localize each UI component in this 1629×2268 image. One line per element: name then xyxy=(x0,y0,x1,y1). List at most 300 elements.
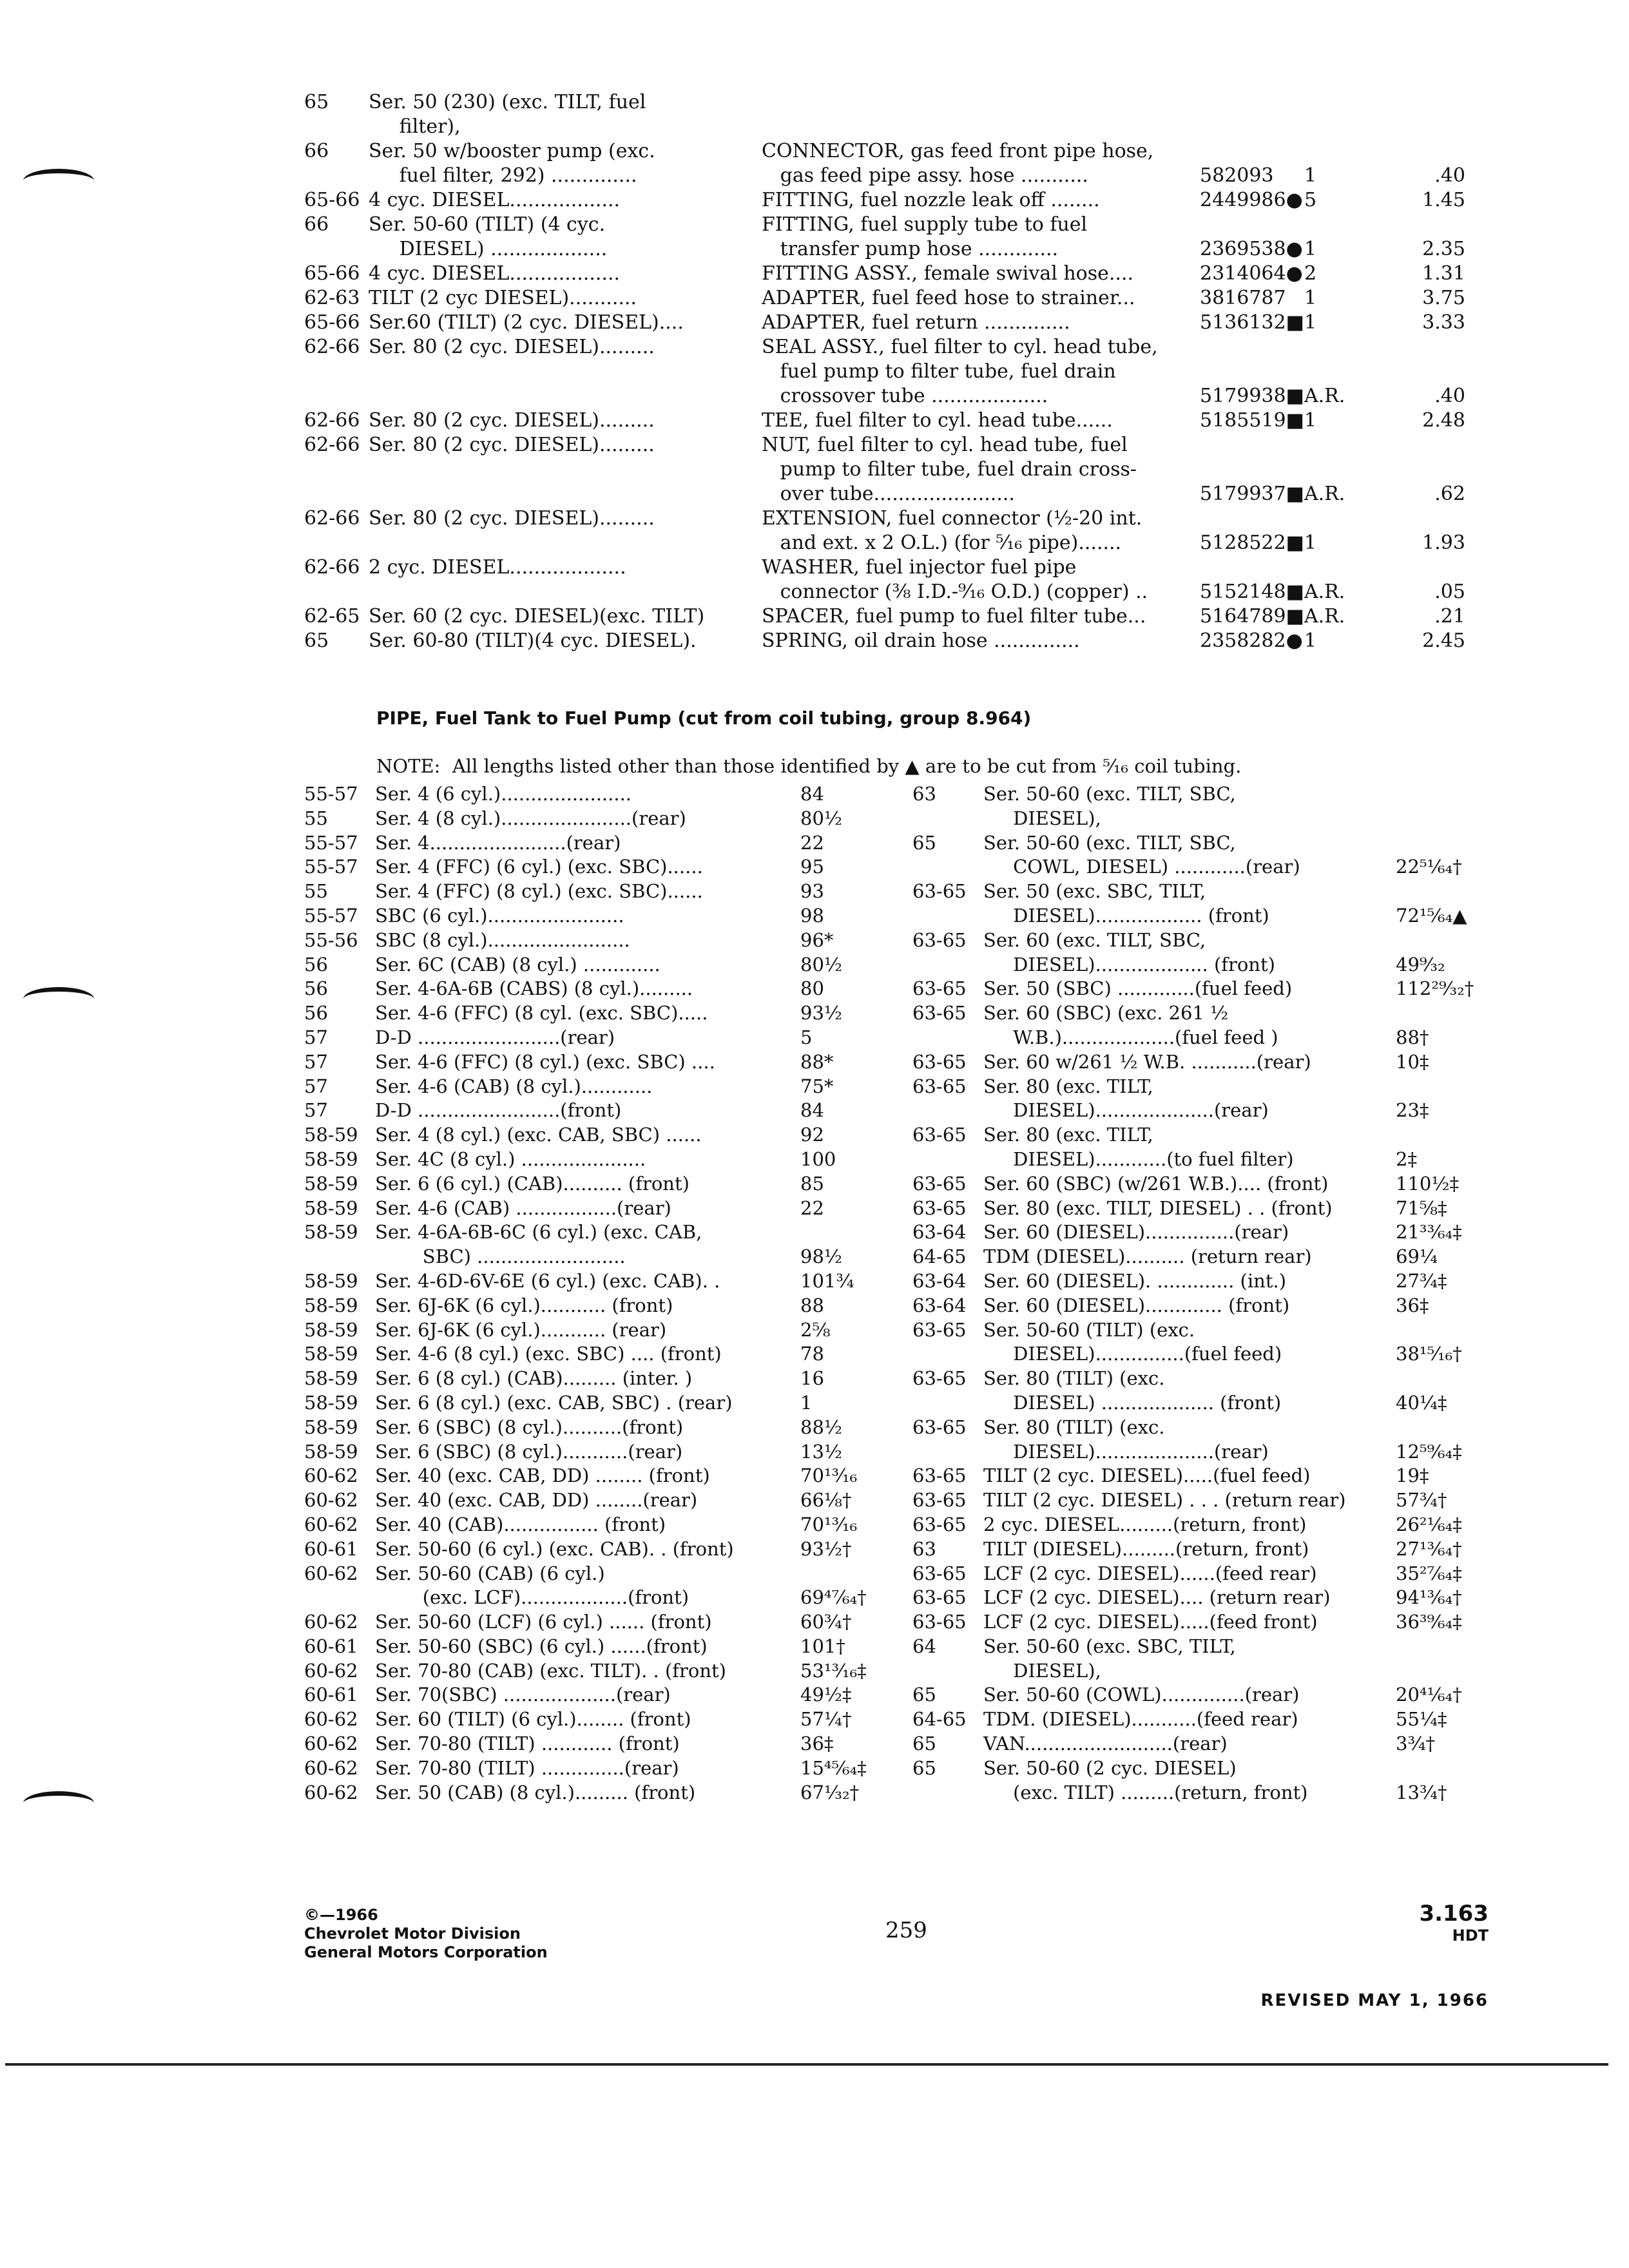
cell-pn: 5164789■ xyxy=(1200,605,1304,628)
cell-pn xyxy=(1200,506,1304,531)
cell-app: Ser. 4-6 (FFC) (8 cyl. (exc. SBC)..... xyxy=(375,1002,708,1024)
cell-desc: WASHER, fuel injector fuel pipe xyxy=(762,556,1077,579)
cell-app: Ser. 80 (exc. TILT, xyxy=(983,1124,1153,1146)
cell-pn: 5152148■ xyxy=(1200,581,1304,603)
table-row xyxy=(912,1659,1480,1684)
cell-len: 67¹⁄₃₂† xyxy=(800,1781,860,1803)
cell-app: Ser. 70(SBC) ...................(rear) xyxy=(375,1684,671,1706)
cell-len: 80 xyxy=(800,977,824,1000)
cell-yr xyxy=(304,384,369,408)
cell-pn: 582093 xyxy=(1200,164,1274,187)
cell-len: 13½ xyxy=(800,1440,843,1463)
cell-app: Ser. 4 (8 cyl.)......................(rear) xyxy=(375,807,686,829)
cell-qty xyxy=(1304,139,1375,164)
cell-yr: 60-62 xyxy=(304,1733,358,1755)
table-row xyxy=(912,1683,1480,1707)
cell-len: 80½ xyxy=(800,807,843,829)
cell-app: Ser. 4 (FFC) (6 cyl.) (exc. SBC)...... xyxy=(375,856,703,878)
cell-qty xyxy=(1304,360,1375,384)
cell-app: fuel filter, 292) .............. xyxy=(369,164,637,187)
cell-yr: 60-61 xyxy=(304,1635,358,1657)
cell-app: DIESEL)....................(rear) xyxy=(983,1440,1269,1463)
cell-yr: 58-59 xyxy=(304,1172,358,1195)
cell-len: 20⁴¹⁄₆₄† xyxy=(1396,1684,1462,1706)
cell-pn xyxy=(1200,213,1304,237)
cell-yr: 66 xyxy=(304,140,329,162)
cell-app: Ser. 4.......................(rear) xyxy=(375,831,621,854)
cell-app: Ser. 70-80 (TILT) ............ (front) xyxy=(375,1733,680,1755)
cell-yr: 55-56 xyxy=(304,928,358,951)
table-row xyxy=(304,286,1465,311)
table-row xyxy=(912,1318,1480,1343)
cell-app: Ser. 80 (TILT) (exc. xyxy=(983,1416,1165,1438)
cell-app: Ser. 4 (FFC) (8 cyl.) (exc. SBC)...... xyxy=(375,880,703,903)
table-row xyxy=(912,1220,1480,1245)
cell-yr xyxy=(912,1026,983,1050)
table-row xyxy=(304,164,1465,188)
table-row xyxy=(912,1440,1480,1465)
division-line: Chevrolet Motor Division xyxy=(304,1925,521,1943)
cell-yr: 63-65 xyxy=(912,1489,967,1512)
cell-desc: connector (⅜ I.D.-⁹⁄₁₆ O.D.) (copper) .. xyxy=(762,581,1148,603)
cell-yr: 55 xyxy=(304,807,328,829)
table-row xyxy=(304,1464,871,1488)
cell-app: 4 cyc. DIESEL.................. xyxy=(369,262,621,285)
cell-yr: 63-64 xyxy=(912,1269,967,1292)
cell-price xyxy=(1375,555,1465,580)
cell-app: Ser. 50 (SBC) .............(fuel feed) xyxy=(983,977,1293,1000)
cell-yr xyxy=(304,164,369,188)
cell-yr: 65 xyxy=(304,91,329,113)
cell-app: Ser. 4-6 (FFC) (8 cyl.) (exc. SBC) .... xyxy=(375,1050,715,1073)
cell-yr: 63-65 xyxy=(912,1586,967,1609)
cell-app: Ser. 60 (2 cyc. DIESEL)(exc. TILT) xyxy=(369,605,705,628)
cell-price: .40 xyxy=(1434,164,1465,187)
table-row xyxy=(912,1707,1480,1732)
cell-app: Ser. 6J-6K (6 cyl.)........... (front) xyxy=(375,1294,673,1316)
table-row xyxy=(304,433,1465,457)
cell-app xyxy=(369,531,755,555)
cell-yr: 62-66 xyxy=(304,409,360,432)
cell-app: (exc. TILT) .........(return, front) xyxy=(983,1781,1308,1803)
cell-app: Ser. 50-60 (TILT) (exc. xyxy=(983,1318,1195,1341)
table-row xyxy=(304,782,871,807)
cell-yr xyxy=(912,807,983,831)
cell-app xyxy=(369,384,755,408)
cell-yr: 58-59 xyxy=(304,1221,358,1244)
cell-yr: 60-62 xyxy=(304,1659,358,1682)
cell-app: TILT (2 cyc DIESEL)........... xyxy=(369,287,637,309)
table-row xyxy=(912,831,1480,856)
cell-app: Ser. 4-6 (CAB) .................(rear) xyxy=(375,1196,671,1219)
margin-mark xyxy=(23,1791,94,1815)
cell-app: DIESEL)............(to fuel filter) xyxy=(983,1148,1294,1170)
cell-len: 93 xyxy=(800,880,824,903)
cell-desc: ADAPTER, fuel feed hose to strainer... xyxy=(762,287,1135,309)
cell-len: 49½‡ xyxy=(800,1684,852,1706)
cell-len: 60¾† xyxy=(800,1611,852,1633)
cell-len: 84 xyxy=(800,1099,824,1122)
table-row xyxy=(912,1001,1480,1026)
cell-qty: 2 xyxy=(1304,262,1317,285)
cell-len xyxy=(1396,1075,1480,1099)
cell-yr: 63-65 xyxy=(912,1002,967,1024)
cell-yr: 60-62 xyxy=(304,1489,358,1512)
cell-yr: 57 xyxy=(304,1026,328,1048)
cell-len xyxy=(1396,1756,1480,1781)
table-row xyxy=(912,1781,1480,1805)
cell-yr: 63-65 xyxy=(912,1465,967,1487)
cell-len xyxy=(1396,879,1480,904)
cell-len: 12⁵⁹⁄₆₄‡ xyxy=(1396,1440,1462,1463)
table-row xyxy=(912,1050,1480,1075)
cell-len xyxy=(1396,1635,1480,1659)
cell-desc: SEAL ASSY., fuel filter to cyl. head tube, xyxy=(762,336,1158,358)
cell-len: 69⁴⁷⁄₆₄† xyxy=(800,1586,867,1609)
cell-yr: 62-65 xyxy=(304,605,360,628)
cell-len: 84 xyxy=(800,783,824,805)
cell-price xyxy=(1375,115,1465,139)
cell-price: 1.31 xyxy=(1422,262,1465,285)
cell-yr: 58-59 xyxy=(304,1416,358,1438)
cell-len: 70¹³⁄₁₆ xyxy=(800,1513,858,1535)
cell-yr: 62-66 xyxy=(304,336,360,358)
cell-len: 3¾† xyxy=(1396,1733,1436,1755)
table-row xyxy=(304,1342,871,1367)
table-row xyxy=(304,1707,871,1732)
cell-app: Ser. 60 (exc. TILT, SBC, xyxy=(983,928,1206,951)
cell-yr xyxy=(304,1586,375,1610)
cell-app: Ser. 4-6A-6B (CABS) (8 cyl.)......... xyxy=(375,977,693,1000)
cell-len: 40¼‡ xyxy=(1396,1391,1447,1414)
cell-yr: 60-61 xyxy=(304,1537,358,1560)
cell-app: D-D ........................(front) xyxy=(375,1099,622,1122)
table-row xyxy=(304,879,871,904)
cell-app: Ser. 50-60 (exc. TILT, SBC, xyxy=(983,783,1236,805)
table-row xyxy=(304,482,1465,506)
cell-len xyxy=(800,1220,871,1245)
pipe-note: NOTE: All lengths listed other than those identified by ▲ are to be cut from ⁵⁄₁₆ coil tubing. xyxy=(376,755,1242,777)
cell-app: Ser. 50 (exc. SBC, TILT, xyxy=(983,880,1206,903)
copyright-line: ©—1966 xyxy=(304,1906,378,1924)
cell-len: 112²⁹⁄₃₂† xyxy=(1396,977,1474,1000)
table-row xyxy=(304,188,1465,213)
cell-desc: EXTENSION, fuel connector (½-20 int. xyxy=(762,507,1142,530)
cell-yr: 65 xyxy=(912,1684,936,1706)
table-row xyxy=(912,1294,1480,1318)
cell-yr: 63-65 xyxy=(912,928,967,951)
table-row xyxy=(304,604,1465,629)
cell-app: Ser. 4-6 (CAB) (8 cyl.)............ xyxy=(375,1075,653,1097)
table-row xyxy=(304,360,1465,384)
cell-len: 38¹⁵⁄₁₆† xyxy=(1396,1343,1462,1365)
cell-app: D-D ........................(rear) xyxy=(375,1026,615,1048)
cell-price xyxy=(1375,90,1465,115)
cell-pn: 5128522■ xyxy=(1200,532,1304,554)
cell-len: 101† xyxy=(800,1635,845,1657)
table-row xyxy=(912,1342,1480,1367)
cell-app: Ser. 80 (exc. TILT, xyxy=(983,1075,1153,1097)
section-number-block xyxy=(1419,1901,1489,1945)
table-row xyxy=(304,115,1465,139)
cell-yr: 60-62 xyxy=(304,1513,358,1535)
table-row xyxy=(912,953,1480,977)
table-row xyxy=(304,335,1465,360)
cell-price: .62 xyxy=(1434,483,1465,505)
cell-app: Ser. 4-6A-6B-6C (6 cyl.) (exc. CAB, xyxy=(375,1221,702,1244)
cell-yr: 60-61 xyxy=(304,1684,358,1706)
cell-len: 69¼ xyxy=(1396,1245,1438,1268)
cell-app: Ser. 50-60 (exc. SBC, TILT, xyxy=(983,1635,1236,1657)
cell-len: 36‡ xyxy=(1396,1294,1429,1316)
table-row xyxy=(912,1245,1480,1269)
cell-app: Ser. 40 (exc. CAB, DD) ........(rear) xyxy=(375,1489,698,1512)
cell-app: DIESEL), xyxy=(983,807,1101,829)
cell-pn xyxy=(1200,457,1304,482)
cell-len: 23‡ xyxy=(1396,1099,1429,1122)
table-row xyxy=(304,1635,871,1659)
cell-yr: 57 xyxy=(304,1099,328,1122)
cell-desc: over tube....................... xyxy=(762,483,1015,505)
cell-app: Ser. 6 (6 cyl.) (CAB).......... (front) xyxy=(375,1172,689,1195)
cell-yr: 55-57 xyxy=(304,904,358,927)
cell-yr xyxy=(912,1781,983,1805)
table-row xyxy=(304,1172,871,1196)
cell-app: 4 cyc. DIESEL.................. xyxy=(369,189,621,211)
cell-qty: 1 xyxy=(1304,409,1317,432)
table-row xyxy=(304,928,871,953)
cell-len: 88 xyxy=(800,1294,824,1316)
cell-yr: 60-62 xyxy=(304,1756,358,1779)
cell-price xyxy=(1375,506,1465,531)
cell-yr xyxy=(304,457,369,482)
pipe-section-heading: PIPE, Fuel Tank to Fuel Pump (cut from coil tubing, group 8.964) xyxy=(376,707,1032,729)
table-row xyxy=(912,1635,1480,1659)
cell-yr xyxy=(304,115,369,139)
table-row xyxy=(304,904,871,928)
cell-len: 75* xyxy=(800,1075,834,1097)
table-row xyxy=(304,1659,871,1684)
cell-yr xyxy=(304,1245,375,1269)
cell-len: 36‡ xyxy=(800,1733,834,1755)
table-row xyxy=(912,1148,1480,1172)
cell-len: 100 xyxy=(800,1148,836,1170)
cell-yr: 63-65 xyxy=(912,1318,967,1341)
table-row xyxy=(912,1269,1480,1294)
cell-app: DIESEL).................. (front) xyxy=(983,904,1269,927)
cell-pn: 2449986● xyxy=(1200,189,1303,211)
cell-len: 53¹³⁄₁₆‡ xyxy=(800,1659,867,1682)
table-row xyxy=(304,1075,871,1099)
cell-app: Ser. 6 (SBC) (8 cyl.)...........(rear) xyxy=(375,1440,683,1463)
table-row xyxy=(304,1586,871,1610)
cell-len: 57¼† xyxy=(800,1708,852,1731)
cell-app: Ser. 4 (8 cyl.) (exc. CAB, SBC) ...... xyxy=(375,1124,702,1146)
cell-len: 26²¹⁄₆₄‡ xyxy=(1396,1513,1462,1535)
cell-yr: 64-65 xyxy=(912,1708,967,1731)
cell-app: LCF (2 cyc. DIESEL)......(feed rear) xyxy=(983,1562,1317,1584)
cell-yr: 63-65 xyxy=(912,1416,967,1438)
cell-price xyxy=(1375,213,1465,237)
cell-pn xyxy=(1200,360,1304,384)
cell-yr: 65-66 xyxy=(304,189,360,211)
cell-yr: 57 xyxy=(304,1075,328,1097)
table-row xyxy=(912,1610,1480,1635)
cell-yr: 58-59 xyxy=(304,1343,358,1365)
table-row xyxy=(304,1488,871,1513)
table-row xyxy=(304,1099,871,1123)
cell-len xyxy=(1396,1416,1480,1440)
table-row xyxy=(304,1026,871,1050)
cell-len: 27¾‡ xyxy=(1396,1269,1447,1292)
cell-qty: 5 xyxy=(1304,189,1317,211)
cell-yr: 60-62 xyxy=(304,1708,358,1731)
cell-yr xyxy=(912,1342,983,1367)
cell-len: 5 xyxy=(800,1026,813,1048)
cell-app: TILT (DIESEL).........(return, front) xyxy=(983,1537,1309,1560)
table-row xyxy=(912,1075,1480,1099)
cell-len: 88* xyxy=(800,1050,834,1073)
cell-app: VAN.........................(rear) xyxy=(983,1733,1228,1755)
cell-app: DIESEL) ................... (front) xyxy=(983,1391,1282,1414)
table-row xyxy=(912,782,1480,807)
table-row xyxy=(304,1196,871,1221)
cell-price: .21 xyxy=(1434,605,1465,628)
cell-qty xyxy=(1304,90,1375,115)
table-row xyxy=(912,1099,1480,1123)
cell-yr: 63-64 xyxy=(912,1294,967,1316)
cell-yr: 63 xyxy=(912,783,936,805)
cell-len: 36³⁹⁄₆₄‡ xyxy=(1396,1611,1462,1633)
cell-len: 110½‡ xyxy=(1396,1172,1459,1195)
cell-desc: FITTING ASSY., female swival hose.... xyxy=(762,262,1134,285)
table-row xyxy=(304,1001,871,1026)
table-row xyxy=(912,1196,1480,1221)
table-row xyxy=(912,1391,1480,1416)
table-row xyxy=(912,1464,1480,1488)
page-number: 259 xyxy=(885,1917,927,1943)
table-row xyxy=(304,1781,871,1805)
table-row xyxy=(304,1537,871,1562)
table-row xyxy=(304,629,1465,653)
table-row xyxy=(304,1416,871,1440)
cell-yr: 57 xyxy=(304,1050,328,1073)
table-row xyxy=(304,1294,871,1318)
table-row xyxy=(304,1245,871,1269)
cell-app xyxy=(369,482,755,506)
cell-app: Ser. 50-60 (LCF) (6 cyl.) ...... (front) xyxy=(375,1611,712,1633)
cell-len: 95 xyxy=(800,856,824,878)
table-row xyxy=(304,139,1465,164)
cell-app: SBC (6 cyl.)....................... xyxy=(375,904,624,927)
cell-qty: 1 xyxy=(1304,311,1317,334)
cell-qty: 1 xyxy=(1304,629,1317,652)
cell-app: DIESEL) ................... xyxy=(369,238,608,260)
margin-mark xyxy=(23,987,94,1011)
cell-app: Ser. 6C (CAB) (8 cyl.) ............. xyxy=(375,953,660,975)
cell-yr: 64 xyxy=(912,1635,936,1657)
cell-len: 2⅝ xyxy=(800,1318,831,1341)
cell-app: DIESEL)....................(rear) xyxy=(983,1099,1269,1122)
cell-pn xyxy=(1200,139,1304,164)
table-row xyxy=(304,1610,871,1635)
table-row xyxy=(912,879,1480,904)
cell-yr xyxy=(912,855,983,879)
cell-len: 94¹³⁄₆₄† xyxy=(1396,1586,1462,1609)
cell-yr: 65 xyxy=(912,1733,936,1755)
cell-desc: FITTING, fuel supply tube to fuel xyxy=(762,213,1088,236)
table-row xyxy=(304,408,1465,433)
cell-len: 80½ xyxy=(800,953,843,975)
cell-pn: 5185519■ xyxy=(1200,409,1304,432)
cell-desc: and ext. x 2 O.L.) (for ⁵⁄₁₆ pipe)....... xyxy=(762,532,1122,554)
table-row xyxy=(912,977,1480,1001)
cell-len: 35²⁷⁄₆₄‡ xyxy=(1396,1562,1462,1584)
cell-desc: SPACER, fuel pump to fuel filter tube... xyxy=(762,605,1146,628)
cell-len: 1 xyxy=(800,1391,813,1414)
table-row xyxy=(304,831,871,856)
cell-yr: 66 xyxy=(304,213,329,236)
cell-yr: 55-57 xyxy=(304,856,358,878)
cell-qty: 1 xyxy=(1304,287,1317,309)
cell-app: Ser. 60 (TILT) (6 cyl.)........ (front) xyxy=(375,1708,691,1731)
table-row xyxy=(304,1391,871,1416)
cell-len xyxy=(1396,1123,1480,1148)
cell-app: Ser. 4C (8 cyl.) ..................... xyxy=(375,1148,646,1170)
cell-qty xyxy=(1304,457,1375,482)
table-row xyxy=(912,1123,1480,1148)
cell-len: 72¹⁵⁄₆₄▲ xyxy=(1396,904,1467,927)
cell-app: COWL, DIESEL) ............(rear) xyxy=(983,856,1300,878)
cell-app: Ser. 80 (TILT) (exc. xyxy=(983,1367,1165,1390)
cell-len: 57¾† xyxy=(1396,1489,1447,1512)
cell-app: SBC) ......................... xyxy=(375,1245,626,1268)
cell-qty: A.R. xyxy=(1304,385,1345,407)
cell-len: 22⁵¹⁄₆₄† xyxy=(1396,856,1462,878)
cell-len: 101¾ xyxy=(800,1269,854,1292)
table-row xyxy=(304,1732,871,1756)
cell-desc xyxy=(755,90,1200,115)
cell-price: 2.48 xyxy=(1422,409,1465,432)
cell-yr: 63-65 xyxy=(912,977,967,1000)
table-row xyxy=(304,457,1465,482)
cell-pn xyxy=(1200,555,1304,580)
cell-pn: 2314064● xyxy=(1200,262,1303,285)
pipe-table-right xyxy=(912,782,1480,1805)
cell-len: 85 xyxy=(800,1172,824,1195)
table-row xyxy=(304,1513,871,1537)
cell-app: Ser. 4-6 (8 cyl.) (exc. SBC) .... (front) xyxy=(375,1343,722,1365)
cell-app: Ser. 80 (exc. TILT, DIESEL) . . (front) xyxy=(983,1196,1333,1219)
cell-app: DIESEL)...............(fuel feed) xyxy=(983,1343,1282,1365)
cell-app: Ser. 6 (8 cyl.) (exc. CAB, SBC) . (rear) xyxy=(375,1391,733,1414)
cell-app: Ser. 60 (SBC) (exc. 261 ½ xyxy=(983,1002,1229,1024)
table-row xyxy=(304,531,1465,555)
cell-app: Ser. 80 (2 cyc. DIESEL)......... xyxy=(369,336,655,358)
cell-app: Ser. 80 (2 cyc. DIESEL)......... xyxy=(369,507,655,530)
cell-price xyxy=(1375,433,1465,457)
table-row xyxy=(304,977,871,1001)
cell-yr: 63-65 xyxy=(912,1196,967,1219)
cell-yr: 65 xyxy=(304,629,329,652)
table-row xyxy=(304,311,1465,335)
cell-price: 2.35 xyxy=(1422,238,1465,260)
table-row xyxy=(304,384,1465,408)
revised-date: REVISED MAY 1, 1966 xyxy=(1260,1991,1489,2010)
cell-pn: 5179938■ xyxy=(1200,385,1304,407)
cell-desc: transfer pump hose ............. xyxy=(762,238,1059,260)
cell-app xyxy=(369,580,755,604)
